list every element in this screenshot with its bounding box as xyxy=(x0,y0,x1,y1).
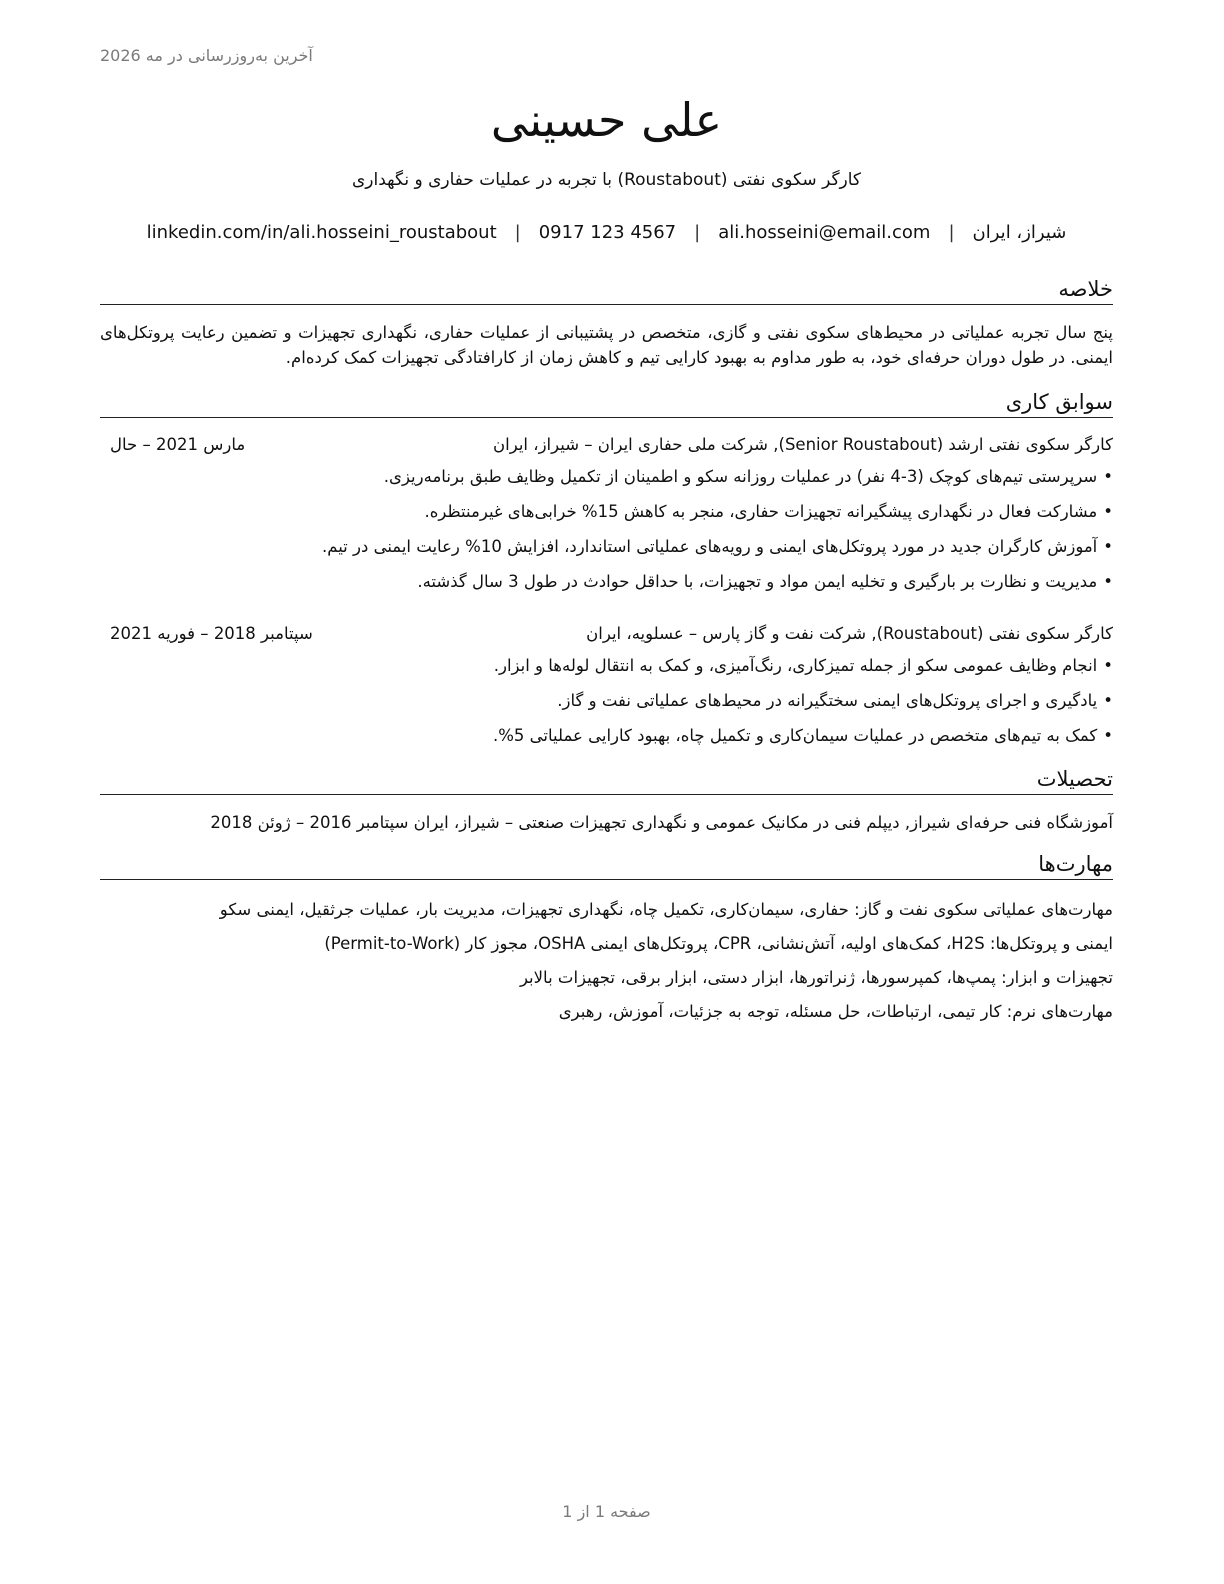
list-item: مهارت‌های نرم: کار تیمی، ارتباطات، حل مسئله، توجه به جزئیات، آموزش، رهبری xyxy=(558,1002,1113,1021)
section-title-skills: مهارت‌ها xyxy=(100,851,1113,880)
bullet-text: مشارکت فعال در نگهداری پیشگیرانه تجهیزات حفاری، منجر به کاهش 15% خرابی‌های غیرمنتظره. xyxy=(424,502,1098,521)
section-title-experience: سوابق کاری xyxy=(100,389,1113,418)
skills-list xyxy=(100,893,1113,1029)
job-entry xyxy=(100,429,1113,599)
section-title-education: تحصیلات xyxy=(100,766,1113,795)
job-dates: سپتامبر 2018 – فوریه 2021 xyxy=(110,623,313,643)
bullet-icon: • xyxy=(1103,502,1113,521)
bullet-icon: • xyxy=(1103,572,1113,591)
contact-email[interactable]: ali.hosseini@email.com xyxy=(718,222,931,243)
list-item xyxy=(100,459,1113,494)
bullet-icon: • xyxy=(1103,691,1113,710)
list-item: ایمنی و پروتکل‌ها: H2S، کمک‌های اولیه، آتش‌نشانی، CPR، پروتکل‌های ایمنی OSHA، مجوز کار (Permit-to-Work) xyxy=(324,934,1113,953)
section-title-summary: خلاصه xyxy=(100,276,1113,305)
summary-text: پنج سال تجربه عملیاتی در محیط‌های سکوی نفتی و گازی، متخصص در پشتیبانی از عملیات حفاری، نگهداری تجهیزات و تضمین رعایت پروتکل‌های ایمنی. در طول دوران حرفه‌ای خود، به طور مداوم به بهبود کارایی تیم و کاهش زمان از کارافتادگی تجهیزات کمک کرده‌ام. xyxy=(100,323,1113,367)
last-updated-note: آخرین به‌روزرسانی در مه 2026 xyxy=(100,46,313,65)
contact-location: شیراز، ایران xyxy=(972,222,1067,243)
candidate-name: علی حسینی xyxy=(490,93,723,147)
job-entry xyxy=(100,618,1113,753)
job-dates: مارس 2021 – حال xyxy=(110,434,246,454)
bullet-icon: • xyxy=(1103,537,1113,556)
list-item: مهارت‌های عملیاتی سکوی نفت و گاز: حفاری، سیمان‌کاری، تکمیل چاه، نگهداری تجهیزات، مدیریت بار، عملیات جرثقیل، ایمنی سکو xyxy=(219,900,1113,919)
job-title: کارگر سکوی نفتی ارشد (Senior Roustabout), شرکت ملی حفاری ایران – شیراز، ایران xyxy=(493,434,1113,454)
list-item xyxy=(100,683,1113,718)
resume-page xyxy=(100,0,1113,1584)
contact-separator: | xyxy=(948,222,955,243)
job-header xyxy=(100,618,1113,648)
bullet-text: آموزش کارگران جدید در مورد پروتکل‌های ایمنی و رویه‌های عملیاتی استاندارد، افزایش 10% رعایت ایمنی در تیم. xyxy=(321,537,1098,556)
contact-phone: 0917 123 4567 xyxy=(538,222,677,243)
job-bullets xyxy=(100,648,1113,753)
job-title: کارگر سکوی نفتی (Roustabout), شرکت نفت و گاز پارس – عسلویه، ایران xyxy=(586,623,1113,643)
bullet-icon: • xyxy=(1103,467,1113,486)
candidate-tagline: کارگر سکوی نفتی (Roustabout) با تجربه در عملیات حفاری و نگهداری xyxy=(351,170,862,190)
contact-linkedin[interactable]: linkedin.com/in/ali.hosseini_roustabout xyxy=(146,222,497,243)
list-item xyxy=(100,648,1113,683)
education-entry: آموزشگاه فنی حرفه‌ای شیراز, دیپلم فنی در مکانیک عمومی و نگهداری تجهیزات صنعتی – شیراز، ایران سپتامبر 2016 – ژوئن 2018 xyxy=(210,813,1113,832)
bullet-text: مدیریت و نظارت بر بارگیری و تخلیه ایمن مواد و تجهیزات، با حداقل حوادث در طول 3 سال گذشته. xyxy=(417,572,1098,591)
contact-separator: | xyxy=(694,222,701,243)
list-item xyxy=(100,494,1113,529)
contact-line xyxy=(100,222,1113,243)
list-item xyxy=(100,564,1113,599)
list-item: تجهیزات و ابزار: پمپ‌ها، کمپرسورها، ژنراتورها، ابزار دستی، ابزار برقی، تجهیزات بالابر xyxy=(519,968,1113,987)
bullet-text: کمک به تیم‌های متخصص در عملیات سیمان‌کاری و تکمیل چاه، بهبود کارایی عملیاتی 5%. xyxy=(492,726,1098,745)
bullet-text: انجام وظایف عمومی سکو از جمله تمیزکاری، رنگ‌آمیزی، و کمک به انتقال لوله‌ها و ابزار. xyxy=(493,656,1098,675)
contact-separator: | xyxy=(514,222,521,243)
list-item xyxy=(100,718,1113,753)
page-number: صفحه 1 از 1 xyxy=(562,1502,651,1521)
bullet-icon: • xyxy=(1103,726,1113,745)
bullet-icon: • xyxy=(1103,656,1113,675)
list-item xyxy=(100,529,1113,564)
bullet-text: یادگیری و اجرای پروتکل‌های ایمنی سختگیرانه در محیط‌های عملیاتی نفت و گاز. xyxy=(557,691,1098,710)
job-bullets xyxy=(100,459,1113,599)
bullet-text: سرپرستی تیم‌های کوچک (3-4 نفر) در عملیات روزانه سکو و اطمینان از تکمیل وظایف طبق برنامه‌ریزی. xyxy=(383,467,1098,486)
job-header xyxy=(100,429,1113,459)
